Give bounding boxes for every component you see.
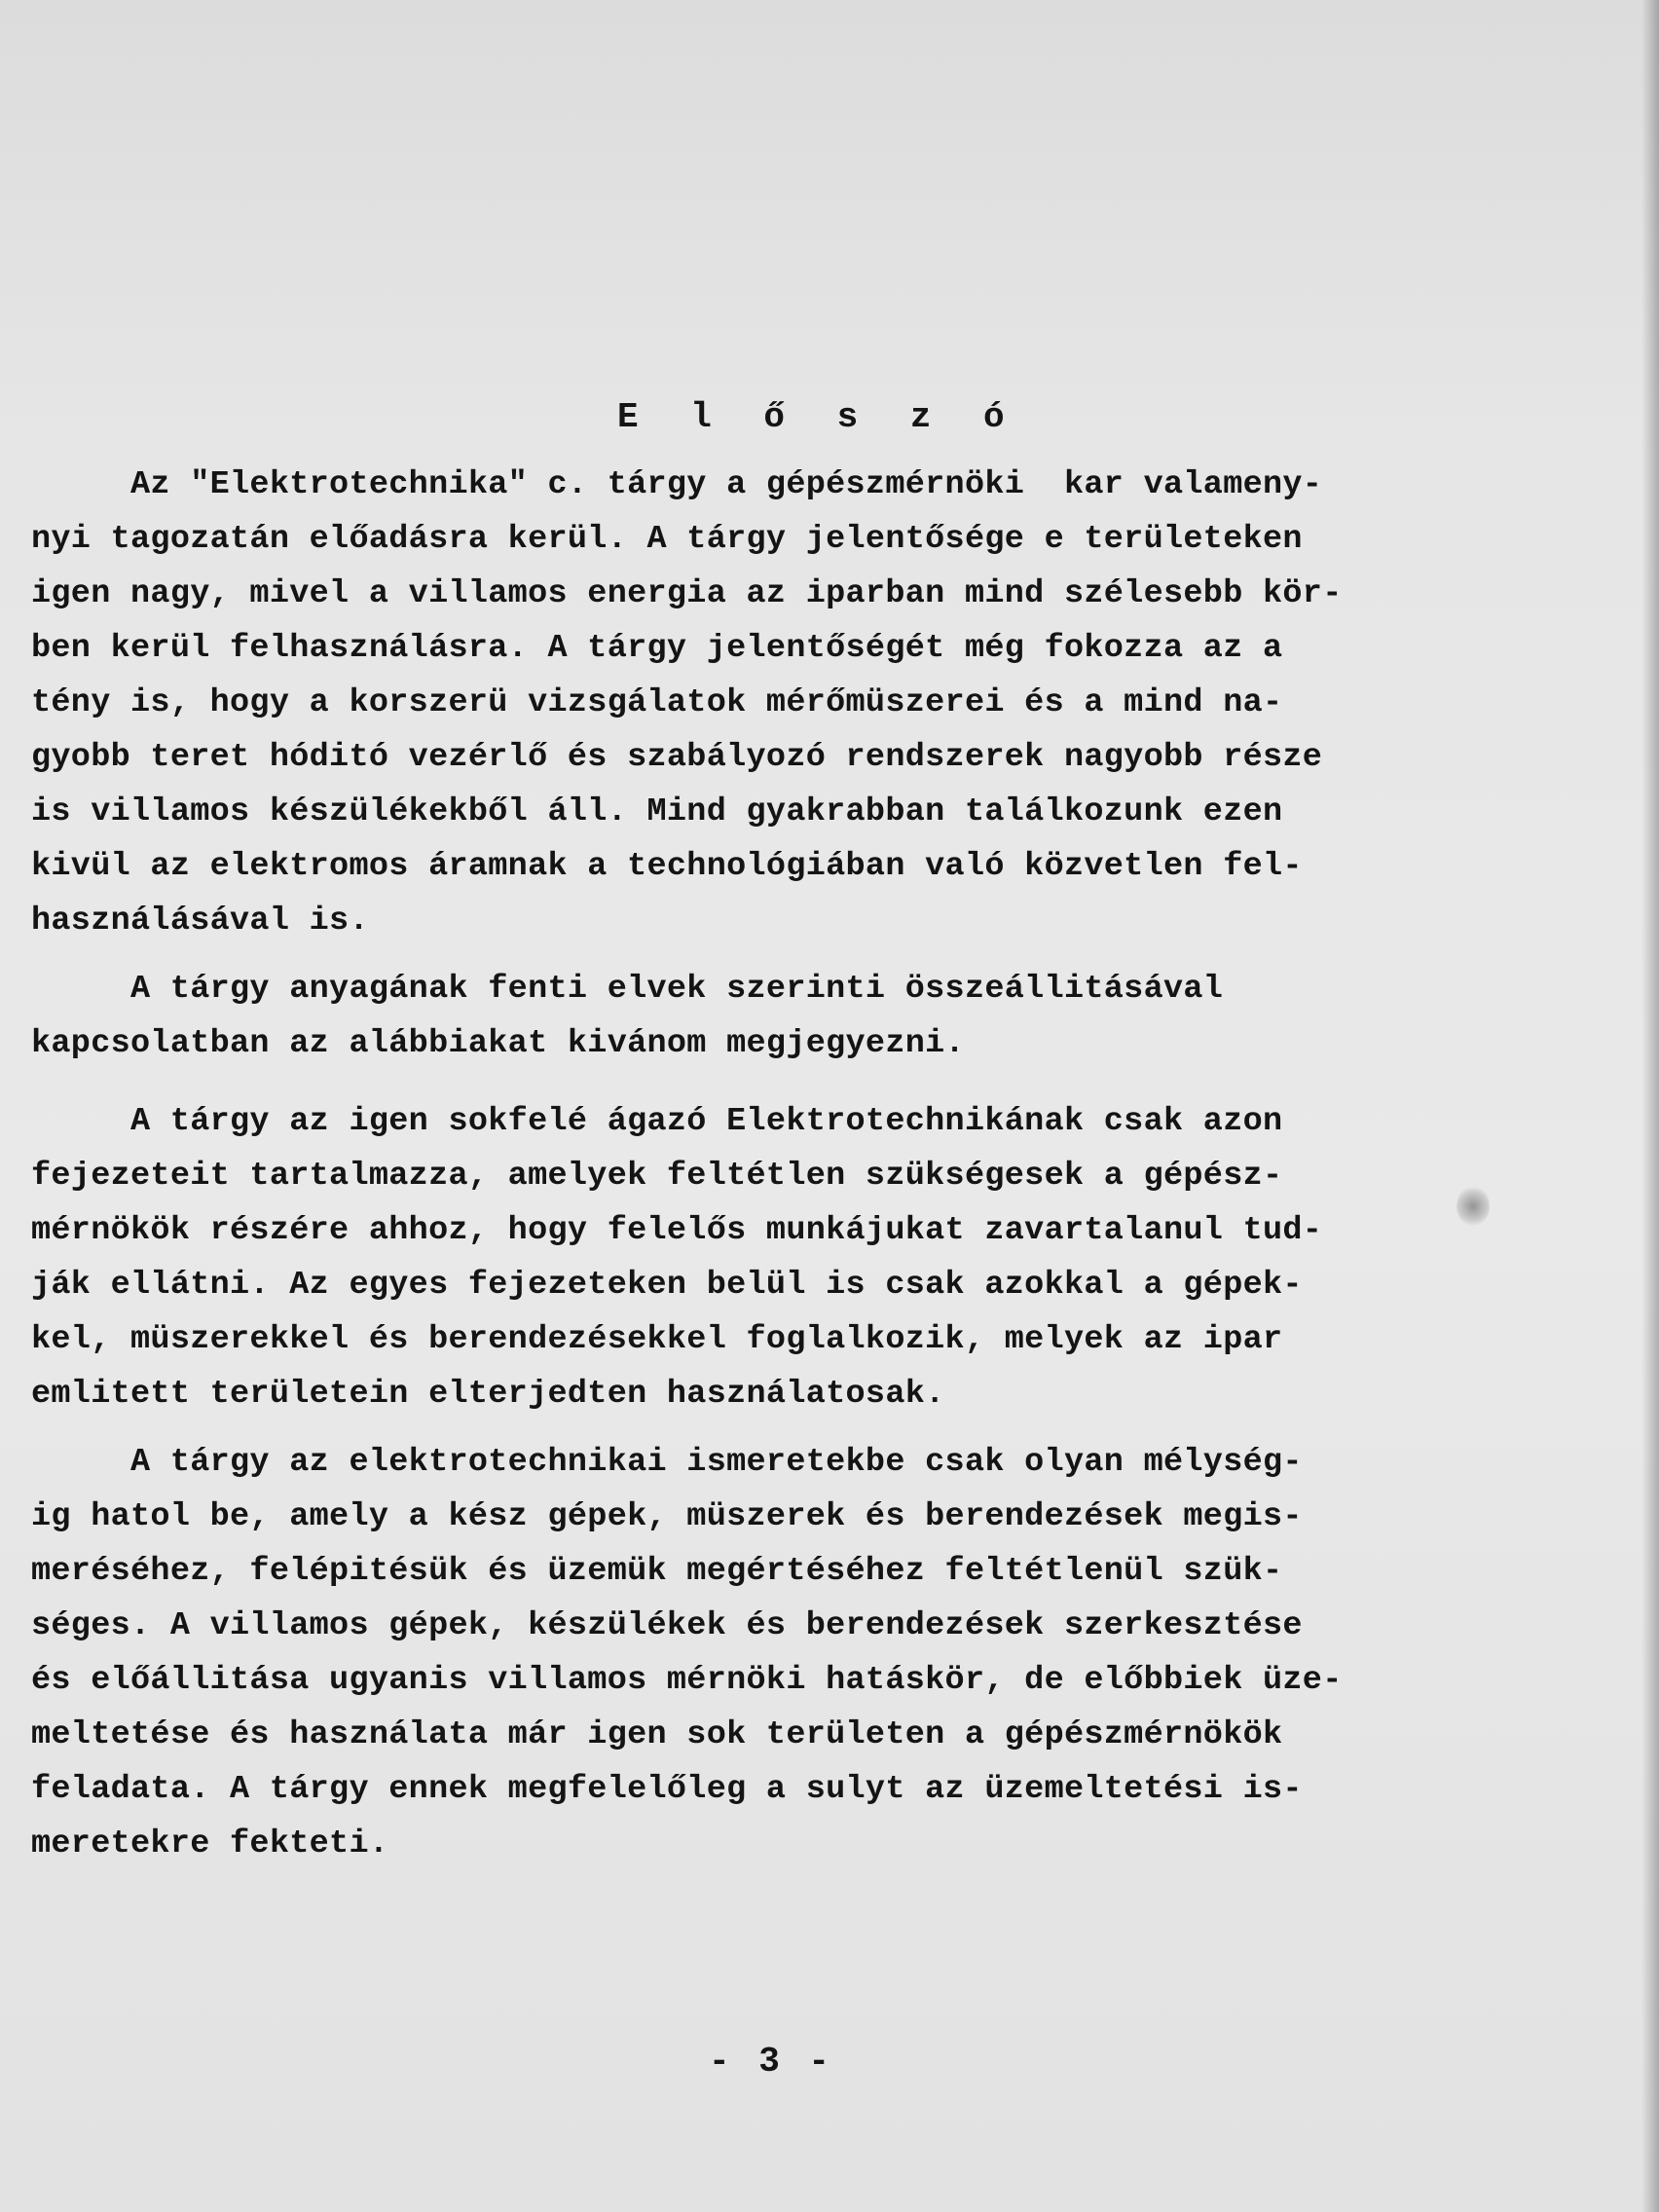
text-line: ben kerül felhasználásra. A tárgy jelentőségét még fokozza az a — [31, 630, 1283, 667]
text-line: nyi tagozatán előadásra kerül. A tárgy jelentősége e területeken — [31, 521, 1303, 558]
text-line: feladata. A tárgy ennek megfelelőleg a sulyt az üzemeltetési is- — [31, 1771, 1303, 1808]
page-edge-shadow — [1641, 0, 1659, 2212]
text-line: A tárgy anyagának fenti elvek szerinti összeállitásával — [31, 971, 1224, 1008]
ink-smudge — [1456, 1186, 1490, 1227]
text-line: meréséhez, felépitésük és üzemük megértéséhez feltétlenül szük- — [31, 1553, 1283, 1590]
text-line: és előállitása ugyanis villamos mérnöki hatáskör, de előbbiek üze- — [31, 1662, 1343, 1699]
text-line: fejezeteit tartalmazza, amelyek feltétlen szükségesek a gépész- — [31, 1158, 1283, 1195]
text-line: A tárgy az elektrotechnikai ismeretekbe csak olyan mélység- — [31, 1444, 1303, 1481]
page-number: - 3 - — [709, 2042, 834, 2082]
text-line: tény is, hogy a korszerü vizsgálatok mérőmüszerei és a mind na- — [31, 684, 1283, 721]
text-line: is villamos készülékekből áll. Mind gyakrabban találkozunk ezen — [31, 793, 1283, 830]
text-line: ig hatol be, amely a kész gépek, müszerek és berendezések megis- — [31, 1498, 1303, 1535]
text-line: séges. A villamos gépek, készülékek és berendezések szerkesztése — [31, 1607, 1303, 1644]
text-line: meltetése és használata már igen sok területen a gépészmérnökök — [31, 1716, 1283, 1753]
text-line: igen nagy, mivel a villamos energia az iparban mind szélesebb kör- — [31, 575, 1343, 612]
text-line: kivül az elektromos áramnak a technológiában való közvetlen fel- — [31, 848, 1303, 885]
text-line: gyobb teret hóditó vezérlő és szabályozó rendszerek nagyobb része — [31, 739, 1323, 776]
text-line: használásával is. — [31, 903, 369, 940]
text-line: Az "Elektrotechnika" c. tárgy a gépészmérnöki kar valameny- — [31, 466, 1323, 503]
text-line: meretekre fekteti. — [31, 1825, 389, 1862]
text-line: emlitett területein elterjedten használatosak. — [31, 1376, 945, 1413]
text-line: mérnökök részére ahhoz, hogy felelős munkájukat zavartalanul tud- — [31, 1212, 1323, 1249]
text-line: kapcsolatban az alábbiakat kivánom megjegyezni. — [31, 1025, 965, 1062]
text-line: A tárgy az igen sokfelé ágazó Elektrotechnikának csak azon — [31, 1103, 1283, 1140]
text-line: kel, müszerekkel és berendezésekkel foglalkozik, melyek az ipar — [31, 1321, 1283, 1358]
page-title: E l ő s z ó — [617, 397, 1020, 437]
text-line: ják ellátni. Az egyes fejezeteken belül is csak azokkal a gépek- — [31, 1267, 1303, 1304]
